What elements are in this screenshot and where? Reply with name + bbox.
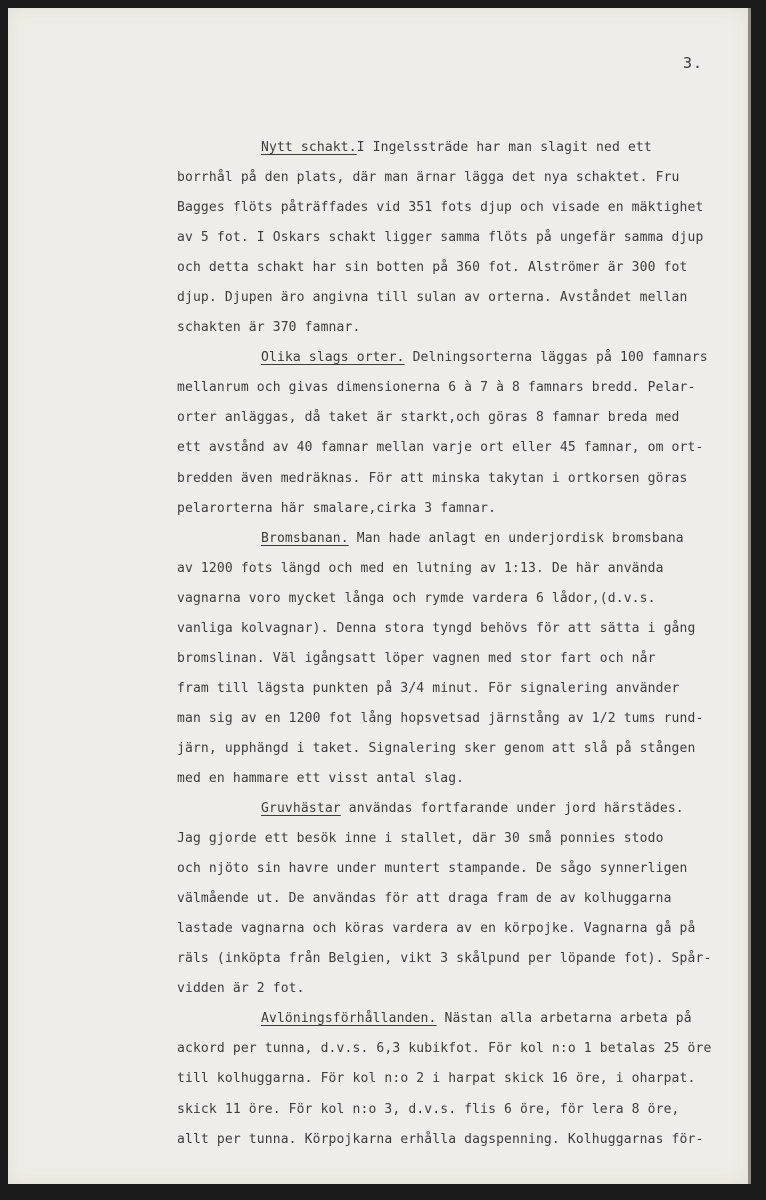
text-line: ett avstånd av 40 famnar mellan varje ort eller 45 famnar, om ort- xyxy=(177,440,704,456)
section-heading: Bromsbanan. xyxy=(261,530,349,546)
text-line: djup. Djupen äro angivna till sulan av orterna. Avståndet mellan xyxy=(177,290,688,306)
text-line: och detta schakt har sin botten på 360 fot. Alströmer är 300 fot xyxy=(177,260,688,276)
section-heading: Avlöningsförhållanden. xyxy=(261,1011,437,1027)
text-line: räls (inköpta från Belgien, vikt 3 skålpund per löpande fot). Spår- xyxy=(177,951,712,967)
section-heading: Olika slags orter. xyxy=(261,350,405,366)
line-text: användas fortfarande under jord härstädes. xyxy=(340,801,684,817)
page-number: 3. xyxy=(683,54,704,72)
text-line: Bagges flöts påträffades vid 351 fots djup och visade en mäktighet xyxy=(177,200,704,216)
text-line: bromslinan. Väl igångsatt löper vagnen med stor fart och når xyxy=(177,650,656,666)
line-text: Nästan alla arbetarna arbeta på xyxy=(436,1011,692,1027)
page-edge xyxy=(748,8,751,1184)
line-text: Man hade anlagt en underjordisk bromsbana xyxy=(348,530,684,546)
text-line: vagnarna voro mycket långa och rymde vardera 6 lådor,(d.v.s. xyxy=(177,590,656,606)
text-line: med en hammare ett visst antal slag. xyxy=(177,770,465,786)
text-line: skick 11 öre. För kol n:o 3, d.v.s. flis 6 öre, för lera 8 öre, xyxy=(177,1101,680,1117)
text-line: allt per tunna. Körpojkarna erhålla dagspenning. Kolhuggarnas för- xyxy=(177,1131,704,1147)
text-line: vanliga kolvagnar). Denna stora tyngd behövs för att sätta i gång xyxy=(177,620,696,636)
line-text: Delningsorterna läggas på 100 famnars xyxy=(404,350,708,366)
text-line: välmående ut. De användas för att draga fram de av kolhuggarna xyxy=(177,891,672,907)
text-line: järn, upphängd i taket. Signalering sker genom att slå på stången xyxy=(177,740,696,756)
text-line: till kolhuggarna. För kol n:o 2 i harpat skick 16 öre, i oharpat. xyxy=(177,1071,696,1087)
text-line: av 5 fot. I Oskars schakt ligger samma flöts på ungefär samma djup xyxy=(177,230,704,246)
section-heading: Nytt schakt. xyxy=(261,140,357,155)
text-line xyxy=(177,524,737,554)
text-line: fram till lägsta punkten på 3/4 minut. För signalering använder xyxy=(177,680,680,696)
text-line: pelarorterna här smalare,cirka 3 famnar. xyxy=(177,500,497,516)
text-line: schakten är 370 famnar. xyxy=(177,320,361,336)
text-line: ackord per tunna, d.v.s. 6,3 kubikfot. För kol n:o 1 betalas 25 öre xyxy=(177,1041,712,1057)
text-line: av 1200 fots längd och med en lutning av 1:13. De här använda xyxy=(177,560,664,576)
text-line: bredden även medräknas. För att minska takytan i ortkorsen göras xyxy=(177,470,688,486)
text-line: lastade vagnarna och köras vardera av en körpojke. Vagnarna gå på xyxy=(177,921,696,937)
text-line xyxy=(177,794,737,824)
text-line: orter anläggas, då taket är starkt,och göras 8 famnar breda med xyxy=(177,410,680,426)
text-line: Jag gjorde ett besök inne i stallet, där 30 små ponnies stodo xyxy=(177,831,664,847)
text-line xyxy=(177,343,737,373)
text-line: mellanrum och givas dimensionerna 6 à 7 à 8 famnars bredd. Pelar- xyxy=(177,380,696,396)
typewritten-body xyxy=(177,133,737,1155)
text-line xyxy=(177,133,737,163)
section-heading: Gruvhästar xyxy=(261,801,341,817)
text-line: och njöto sin havre under muntert stampande. De sågo synnerligen xyxy=(177,861,688,877)
text-line: borrhål på den plats, där man ärnar lägga det nya schaktet. Fru xyxy=(177,170,680,186)
text-line xyxy=(177,1004,737,1034)
text-line: man sig av en 1200 fot lång hopsvetsad järnstång av 1/2 tums rund- xyxy=(177,710,704,726)
text-line: vidden är 2 fot. xyxy=(177,981,305,997)
line-text: I Ingelssträde har man slagit ned ett xyxy=(356,140,652,155)
